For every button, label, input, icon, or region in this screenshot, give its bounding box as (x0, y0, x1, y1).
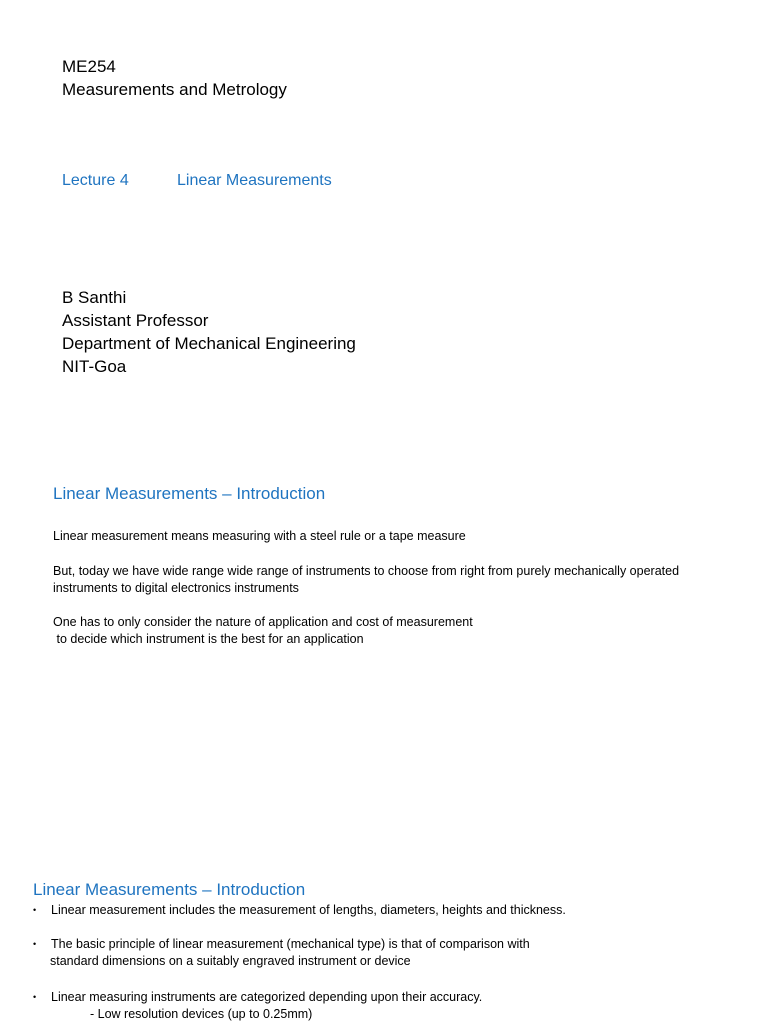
course-title: Measurements and Metrology (62, 80, 287, 99)
bullet-item-3-sub-1: - Low resolution devices (up to 0.25mm) (90, 1007, 313, 1021)
bullet-text: Linear measuring instruments are categorized depending upon their accuracy. (51, 990, 483, 1004)
author-institute: NIT-Goa (62, 357, 127, 376)
course-code: ME254 (62, 57, 116, 76)
bullet-icon: • (33, 905, 37, 915)
bullet-item-3 (33, 989, 482, 1006)
author-position: Assistant Professor (62, 311, 209, 330)
slide-2-title: Linear Measurements – Introduction (53, 484, 326, 503)
bullet-item-2 (33, 936, 530, 953)
author-department: Department of Mechanical Engineering (62, 334, 356, 353)
bullet-text: The basic principle of linear measurement (mechanical type) is that of comparison with (51, 937, 530, 951)
bullet-icon: • (33, 939, 37, 949)
slide-2-paragraph-3-line-2: to decide which instrument is the best for an application (53, 632, 364, 646)
bullet-item-1 (33, 902, 566, 919)
slide-2-paragraph-2-line-2: instruments to digital electronics instruments (53, 581, 299, 595)
bullet-item-2-continuation: standard dimensions on a suitably engraved instrument or device (50, 954, 411, 968)
bullet-text: Linear measurement includes the measurement of lengths, diameters, heights and thickness. (51, 903, 566, 917)
lecture-title: Linear Measurements (177, 172, 332, 189)
slide-3-title: Linear Measurements – Introduction (33, 880, 306, 899)
slide-2-paragraph-1: Linear measurement means measuring with a steel rule or a tape measure (53, 529, 466, 543)
slide-2-paragraph-2-line-1: But, today we have wide range wide range of instruments to choose from right from purely mechanically operated (53, 564, 680, 578)
bullet-icon: • (33, 992, 37, 1002)
lecture-number: Lecture 4 (62, 172, 129, 189)
slide-2-paragraph-3-line-1: One has to only consider the nature of application and cost of measurement (53, 615, 473, 629)
author-name: B Santhi (62, 288, 127, 307)
